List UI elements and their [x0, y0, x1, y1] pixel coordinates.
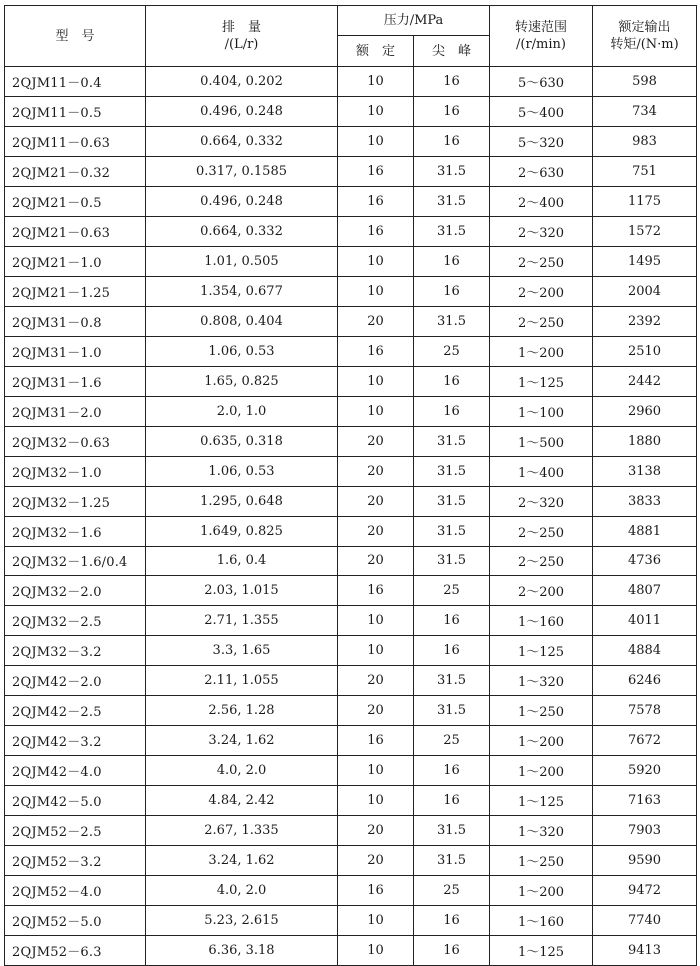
table-row: [5, 696, 697, 726]
displacement-cell: 1.649, 0.825: [146, 516, 338, 546]
table-row: [5, 336, 697, 366]
rated-pressure-cell: 10: [338, 366, 414, 396]
header-torque: [593, 6, 697, 67]
table-row: [5, 216, 697, 246]
table-row: [5, 396, 697, 426]
table-row: [5, 876, 697, 906]
speed-range-cell: 1～320: [490, 816, 593, 846]
peak-pressure-cell: 31.5: [414, 666, 490, 696]
displacement-cell: 1.01, 0.505: [146, 246, 338, 276]
header-displacement-line2: /(L/r): [224, 37, 259, 52]
model-cell: 2QJM32－1.6/0.4: [5, 546, 146, 576]
table-row: [5, 666, 697, 696]
peak-pressure-cell: 16: [414, 636, 490, 666]
rated-pressure-cell: 10: [338, 786, 414, 816]
displacement-cell: 1.6, 0.4: [146, 546, 338, 576]
rated-pressure-cell: 20: [338, 666, 414, 696]
torque-cell: 4736: [593, 546, 697, 576]
peak-pressure-cell: 31.5: [414, 186, 490, 216]
model-cell: 2QJM42－5.0: [5, 786, 146, 816]
header-model: 型 号: [5, 6, 146, 67]
header-speed-line2: /(r/min): [516, 37, 566, 52]
model-cell: 2QJM52－4.0: [5, 876, 146, 906]
rated-pressure-cell: 20: [338, 696, 414, 726]
rated-pressure-cell: 16: [338, 216, 414, 246]
rated-pressure-cell: 20: [338, 426, 414, 456]
peak-pressure-cell: 25: [414, 336, 490, 366]
model-cell: 2QJM42－2.5: [5, 696, 146, 726]
peak-pressure-cell: 31.5: [414, 846, 490, 876]
rated-pressure-cell: 20: [338, 516, 414, 546]
peak-pressure-cell: 16: [414, 67, 490, 97]
torque-cell: 7903: [593, 816, 697, 846]
rated-pressure-cell: 10: [338, 96, 414, 126]
torque-cell: 2392: [593, 306, 697, 336]
rated-pressure-cell: 20: [338, 546, 414, 576]
displacement-cell: 1.65, 0.825: [146, 366, 338, 396]
model-cell: 2QJM21－1.0: [5, 246, 146, 276]
displacement-cell: 1.295, 0.648: [146, 486, 338, 516]
torque-cell: 9472: [593, 876, 697, 906]
speed-range-cell: 1～160: [490, 906, 593, 936]
table-header: [5, 6, 697, 67]
torque-cell: 1880: [593, 426, 697, 456]
peak-pressure-cell: 16: [414, 606, 490, 636]
torque-cell: 7672: [593, 726, 697, 756]
table-row: [5, 246, 697, 276]
table-row: [5, 936, 697, 966]
peak-pressure-cell: 16: [414, 396, 490, 426]
speed-range-cell: 1～125: [490, 786, 593, 816]
peak-pressure-cell: 31.5: [414, 546, 490, 576]
rated-pressure-cell: 10: [338, 756, 414, 786]
torque-cell: 7740: [593, 906, 697, 936]
rated-pressure-cell: 10: [338, 936, 414, 966]
header-torque-line2: 转矩/(N·m): [610, 37, 679, 52]
header-pressure-rated: 额 定: [338, 36, 414, 67]
torque-cell: 4807: [593, 576, 697, 606]
torque-cell: 1495: [593, 246, 697, 276]
model-cell: 2QJM21－0.63: [5, 216, 146, 246]
speed-range-cell: 1～125: [490, 636, 593, 666]
header-speed: [490, 6, 593, 67]
rated-pressure-cell: 10: [338, 246, 414, 276]
model-cell: 2QJM52－2.5: [5, 816, 146, 846]
rated-pressure-cell: 10: [338, 276, 414, 306]
displacement-cell: 4.0, 2.0: [146, 756, 338, 786]
displacement-cell: 0.635, 0.318: [146, 426, 338, 456]
model-cell: 2QJM32－1.0: [5, 456, 146, 486]
rated-pressure-cell: 10: [338, 126, 414, 156]
speed-range-cell: 2～200: [490, 576, 593, 606]
torque-cell: 7163: [593, 786, 697, 816]
table-row: [5, 186, 697, 216]
table-row: [5, 126, 697, 156]
header-pressure: 压力/MPa: [338, 6, 490, 36]
peak-pressure-cell: 31.5: [414, 306, 490, 336]
displacement-cell: 3.24, 1.62: [146, 846, 338, 876]
displacement-cell: 0.664, 0.332: [146, 126, 338, 156]
peak-pressure-cell: 25: [414, 576, 490, 606]
table-row: [5, 156, 697, 186]
model-cell: 2QJM32－2.0: [5, 576, 146, 606]
model-cell: 2QJM21－1.25: [5, 276, 146, 306]
torque-cell: 4011: [593, 606, 697, 636]
peak-pressure-cell: 16: [414, 126, 490, 156]
table-row: [5, 726, 697, 756]
peak-pressure-cell: 16: [414, 246, 490, 276]
table-row: [5, 576, 697, 606]
model-cell: 2QJM42－3.2: [5, 726, 146, 756]
model-cell: 2QJM52－3.2: [5, 846, 146, 876]
peak-pressure-cell: 31.5: [414, 816, 490, 846]
rated-pressure-cell: 16: [338, 576, 414, 606]
rated-pressure-cell: 10: [338, 67, 414, 97]
table-row: [5, 846, 697, 876]
table-row: [5, 906, 697, 936]
peak-pressure-cell: 16: [414, 276, 490, 306]
table-row: [5, 816, 697, 846]
rated-pressure-cell: 10: [338, 636, 414, 666]
speed-range-cell: 2～250: [490, 246, 593, 276]
table-row: [5, 276, 697, 306]
model-cell: 2QJM11－0.63: [5, 126, 146, 156]
table-row: [5, 96, 697, 126]
speed-range-cell: 5～400: [490, 96, 593, 126]
torque-cell: 7578: [593, 696, 697, 726]
displacement-cell: 3.3, 1.65: [146, 636, 338, 666]
torque-cell: 9413: [593, 936, 697, 966]
speed-range-cell: 1～250: [490, 696, 593, 726]
displacement-cell: 1.06, 0.53: [146, 336, 338, 366]
torque-cell: 598: [593, 67, 697, 97]
displacement-cell: 2.0, 1.0: [146, 396, 338, 426]
torque-cell: 4884: [593, 636, 697, 666]
torque-cell: 734: [593, 96, 697, 126]
speed-range-cell: 1～250: [490, 846, 593, 876]
table-row: [5, 456, 697, 486]
speed-range-cell: 1～320: [490, 666, 593, 696]
torque-cell: 6246: [593, 666, 697, 696]
model-cell: 2QJM32－1.25: [5, 486, 146, 516]
displacement-cell: 2.67, 1.335: [146, 816, 338, 846]
torque-cell: 5920: [593, 756, 697, 786]
model-cell: 2QJM32－0.63: [5, 426, 146, 456]
peak-pressure-cell: 25: [414, 726, 490, 756]
peak-pressure-cell: 16: [414, 96, 490, 126]
displacement-cell: 1.06, 0.53: [146, 456, 338, 486]
displacement-cell: 5.23, 2.615: [146, 906, 338, 936]
rated-pressure-cell: 16: [338, 186, 414, 216]
displacement-cell: 0.404, 0.202: [146, 67, 338, 97]
speed-range-cell: 2～250: [490, 546, 593, 576]
model-cell: 2QJM31－0.8: [5, 306, 146, 336]
rated-pressure-cell: 10: [338, 606, 414, 636]
torque-cell: 2004: [593, 276, 697, 306]
model-cell: 2QJM21－0.32: [5, 156, 146, 186]
table-row: [5, 486, 697, 516]
torque-cell: 2960: [593, 396, 697, 426]
rated-pressure-cell: 20: [338, 456, 414, 486]
model-cell: 2QJM21－0.5: [5, 186, 146, 216]
torque-cell: 3138: [593, 456, 697, 486]
table-row: [5, 516, 697, 546]
displacement-cell: 3.24, 1.62: [146, 726, 338, 756]
peak-pressure-cell: 31.5: [414, 216, 490, 246]
model-cell: 2QJM32－1.6: [5, 516, 146, 546]
model-cell: 2QJM31－1.0: [5, 336, 146, 366]
speed-range-cell: 1～400: [490, 456, 593, 486]
displacement-cell: 0.496, 0.248: [146, 96, 338, 126]
speed-range-cell: 1～500: [490, 426, 593, 456]
speed-range-cell: 1～125: [490, 366, 593, 396]
speed-range-cell: 2～320: [490, 486, 593, 516]
speed-range-cell: 1～200: [490, 876, 593, 906]
model-cell: 2QJM32－2.5: [5, 606, 146, 636]
model-cell: 2QJM52－6.3: [5, 936, 146, 966]
torque-cell: 751: [593, 156, 697, 186]
peak-pressure-cell: 16: [414, 366, 490, 396]
peak-pressure-cell: 16: [414, 936, 490, 966]
table-body: [5, 67, 697, 966]
speed-range-cell: 5～630: [490, 67, 593, 97]
rated-pressure-cell: 16: [338, 156, 414, 186]
table-row: [5, 426, 697, 456]
torque-cell: 1572: [593, 216, 697, 246]
header-torque-line1: 额定输出: [618, 20, 671, 35]
displacement-cell: 2.11, 1.055: [146, 666, 338, 696]
header-displacement: [146, 6, 338, 67]
model-cell: 2QJM52－5.0: [5, 906, 146, 936]
speed-range-cell: 2～250: [490, 306, 593, 336]
model-cell: 2QJM31－1.6: [5, 366, 146, 396]
speed-range-cell: 2～630: [490, 156, 593, 186]
table-row: [5, 756, 697, 786]
displacement-cell: 2.03, 1.015: [146, 576, 338, 606]
rated-pressure-cell: 20: [338, 306, 414, 336]
displacement-cell: 1.354, 0.677: [146, 276, 338, 306]
model-cell: 2QJM42－2.0: [5, 666, 146, 696]
displacement-cell: 0.317, 0.1585: [146, 156, 338, 186]
displacement-cell: 0.496, 0.248: [146, 186, 338, 216]
speed-range-cell: 2～250: [490, 516, 593, 546]
torque-cell: 3833: [593, 486, 697, 516]
rated-pressure-cell: 20: [338, 846, 414, 876]
model-cell: 2QJM31－2.0: [5, 396, 146, 426]
rated-pressure-cell: 10: [338, 396, 414, 426]
speed-range-cell: 5～320: [490, 126, 593, 156]
model-cell: 2QJM32－3.2: [5, 636, 146, 666]
speed-range-cell: 2～400: [490, 186, 593, 216]
peak-pressure-cell: 31.5: [414, 516, 490, 546]
rated-pressure-cell: 20: [338, 816, 414, 846]
torque-cell: 4881: [593, 516, 697, 546]
displacement-cell: 0.808, 0.404: [146, 306, 338, 336]
peak-pressure-cell: 31.5: [414, 486, 490, 516]
table-row: [5, 546, 697, 576]
rated-pressure-cell: 16: [338, 726, 414, 756]
peak-pressure-cell: 16: [414, 756, 490, 786]
motor-spec-table: [4, 5, 697, 966]
torque-cell: 983: [593, 126, 697, 156]
speed-range-cell: 2～320: [490, 216, 593, 246]
torque-cell: 2510: [593, 336, 697, 366]
rated-pressure-cell: 16: [338, 336, 414, 366]
header-pressure-peak: 尖 峰: [414, 36, 490, 67]
peak-pressure-cell: 31.5: [414, 696, 490, 726]
header-speed-line1: 转速范围: [515, 20, 568, 35]
header-displacement-line1: 排 量: [221, 20, 261, 35]
table-row: [5, 306, 697, 336]
table-row: [5, 786, 697, 816]
table-row: [5, 67, 697, 97]
speed-range-cell: 1～200: [490, 726, 593, 756]
peak-pressure-cell: 25: [414, 876, 490, 906]
displacement-cell: 2.71, 1.355: [146, 606, 338, 636]
torque-cell: 1175: [593, 186, 697, 216]
rated-pressure-cell: 20: [338, 486, 414, 516]
table-row: [5, 636, 697, 666]
peak-pressure-cell: 16: [414, 786, 490, 816]
model-cell: 2QJM11－0.5: [5, 96, 146, 126]
torque-cell: 9590: [593, 846, 697, 876]
peak-pressure-cell: 31.5: [414, 456, 490, 486]
speed-range-cell: 1～125: [490, 936, 593, 966]
peak-pressure-cell: 31.5: [414, 156, 490, 186]
torque-cell: 2442: [593, 366, 697, 396]
displacement-cell: 6.36, 3.18: [146, 936, 338, 966]
peak-pressure-cell: 16: [414, 906, 490, 936]
speed-range-cell: 1～200: [490, 756, 593, 786]
displacement-cell: 4.0, 2.0: [146, 876, 338, 906]
speed-range-cell: 1～100: [490, 396, 593, 426]
displacement-cell: 2.56, 1.28: [146, 696, 338, 726]
rated-pressure-cell: 16: [338, 876, 414, 906]
rated-pressure-cell: 10: [338, 906, 414, 936]
displacement-cell: 0.664, 0.332: [146, 216, 338, 246]
displacement-cell: 4.84, 2.42: [146, 786, 338, 816]
model-cell: 2QJM11－0.4: [5, 67, 146, 97]
speed-range-cell: 2～200: [490, 276, 593, 306]
speed-range-cell: 1～160: [490, 606, 593, 636]
speed-range-cell: 1～200: [490, 336, 593, 366]
peak-pressure-cell: 31.5: [414, 426, 490, 456]
table-row: [5, 366, 697, 396]
model-cell: 2QJM42－4.0: [5, 756, 146, 786]
table-row: [5, 606, 697, 636]
